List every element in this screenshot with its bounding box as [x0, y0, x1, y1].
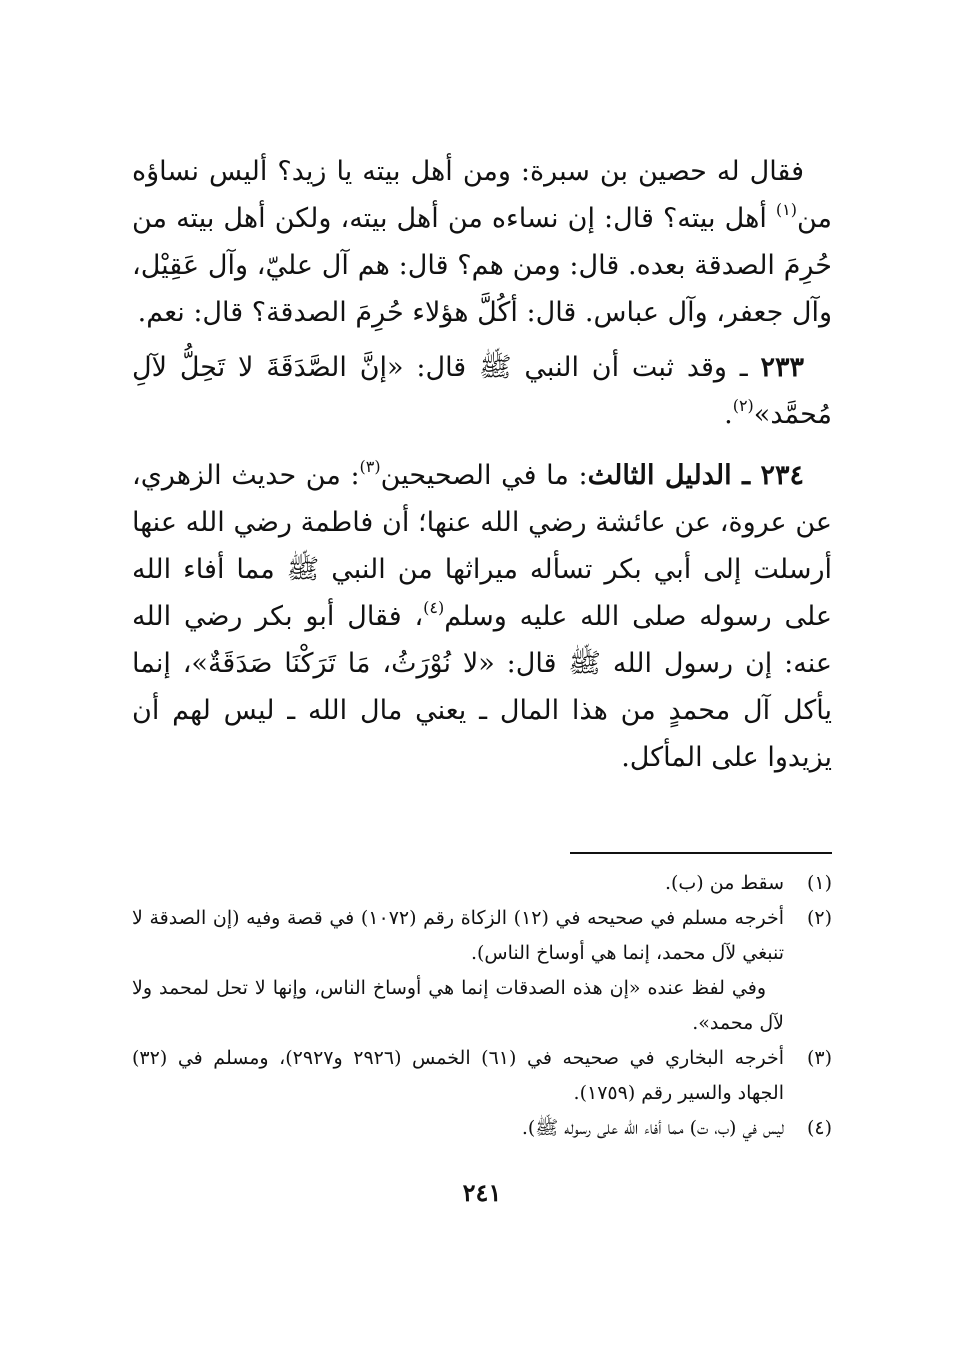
footnote-ref-4: (٤): [423, 598, 445, 617]
paragraph-text: أهل بيته؟ قال: إن نساءه من أهل بيته، ولكن أهل بيته من حُرِمَ الصدقة بعده. قال: ومن هم؟ قال: هم آل عليّ، وآل عَقِيْل، وآل جعفر، وآل عباس. قال: أكُلَّ هؤلاء حُرِمَ الصدقة؟ قال: نعم.: [132, 203, 832, 328]
paragraph-number: ٢٣٤: [760, 460, 804, 491]
paragraph-234: [132, 452, 832, 781]
paragraph-text: : من حديث الزهري، عن عروة، عن عائشة رضي الله عنها؛ أن فاطمة رضي الله عنها أرسلت إلى أبي بكر تسأله ميراثها من النبي ﷺ مما أفاء الله على رسوله صلى الله عليه وسلم: [132, 460, 832, 632]
footnote-text: ليس في (ب، ت) مما أفاء الله على رسوله ﷺ).: [521, 1117, 784, 1139]
footnote-mark: (٤): [806, 1117, 832, 1139]
footnote-ref-3: (٣): [359, 457, 381, 476]
footnote-mark: (١): [806, 872, 832, 894]
footnote-ref-1: (١): [775, 200, 797, 219]
page-number: ٢٤١: [462, 1178, 502, 1207]
paragraph-text: ، فقال أبو بكر رضي الله عنه: إن رسول الله ﷺ قال: «لا نُوْرَثُ، مَا تَرَكْنَا صَدَقَةٌ»، إنما يأكل آل محمدٍ من هذا المال ـ يعني مال الله ـ ليس لهم أن يزيدوا على المأكل.: [132, 601, 832, 773]
paragraph-text: ـ وقد ثبت أن النبي ﷺ قال: «إنَّ الصَّدَقَةَ لا تَحِلُّ لآلِ مُحمَّد»: [132, 352, 832, 430]
footnote-text: أخرجه مسلم في صحيحه في (١٢) الزكاة رقم (١٠٧٢) في قصة وفيه (إن الصدقة لا تنبغي لآل محمد، إنما هي أوساخ الناس).: [132, 907, 784, 964]
footnote-ref-2: (٢): [732, 396, 754, 415]
paragraph-text: فقال له حصين بن سبرة: ومن أهل بيته يا زيد؟ أليس نساؤه من: [132, 156, 832, 234]
footnote-mark: (٣): [806, 1047, 832, 1069]
main-text: [132, 148, 832, 781]
footnote-text: أخرجه البخاري في صحيحه في (٦١) الخمس (٢٩٢٦ و٢٩٢٧)، ومسلم في (٣٢) الجهاد والسير رقم (١٧٥٩).: [132, 1047, 785, 1104]
paragraph-number: ٢٣٣: [760, 352, 804, 383]
footnote-divider: [570, 852, 832, 854]
footnote-mark: (٢): [806, 907, 832, 929]
footnote-item: [132, 1111, 832, 1146]
footnote-item: [132, 866, 832, 901]
section-heading: ـ الدليل الثالث: [587, 460, 761, 491]
footnote-continuation: وفي لفظ عنده «إن هذه الصدقات إنما هي أوساخ الناس، وإنها لا تحل لمحمد ولا لآل محمد».: [132, 977, 784, 1034]
footnote-item: [132, 1041, 832, 1111]
footnote-item: [132, 901, 832, 971]
paragraph-text: : ما في الصحيحين: [380, 460, 588, 491]
footnotes: [132, 866, 832, 1146]
paragraph-text: .: [724, 399, 733, 430]
paragraph-1: [132, 148, 832, 336]
footnote-text: سقط من (ب).: [664, 872, 784, 894]
paragraph-233: [132, 344, 832, 438]
